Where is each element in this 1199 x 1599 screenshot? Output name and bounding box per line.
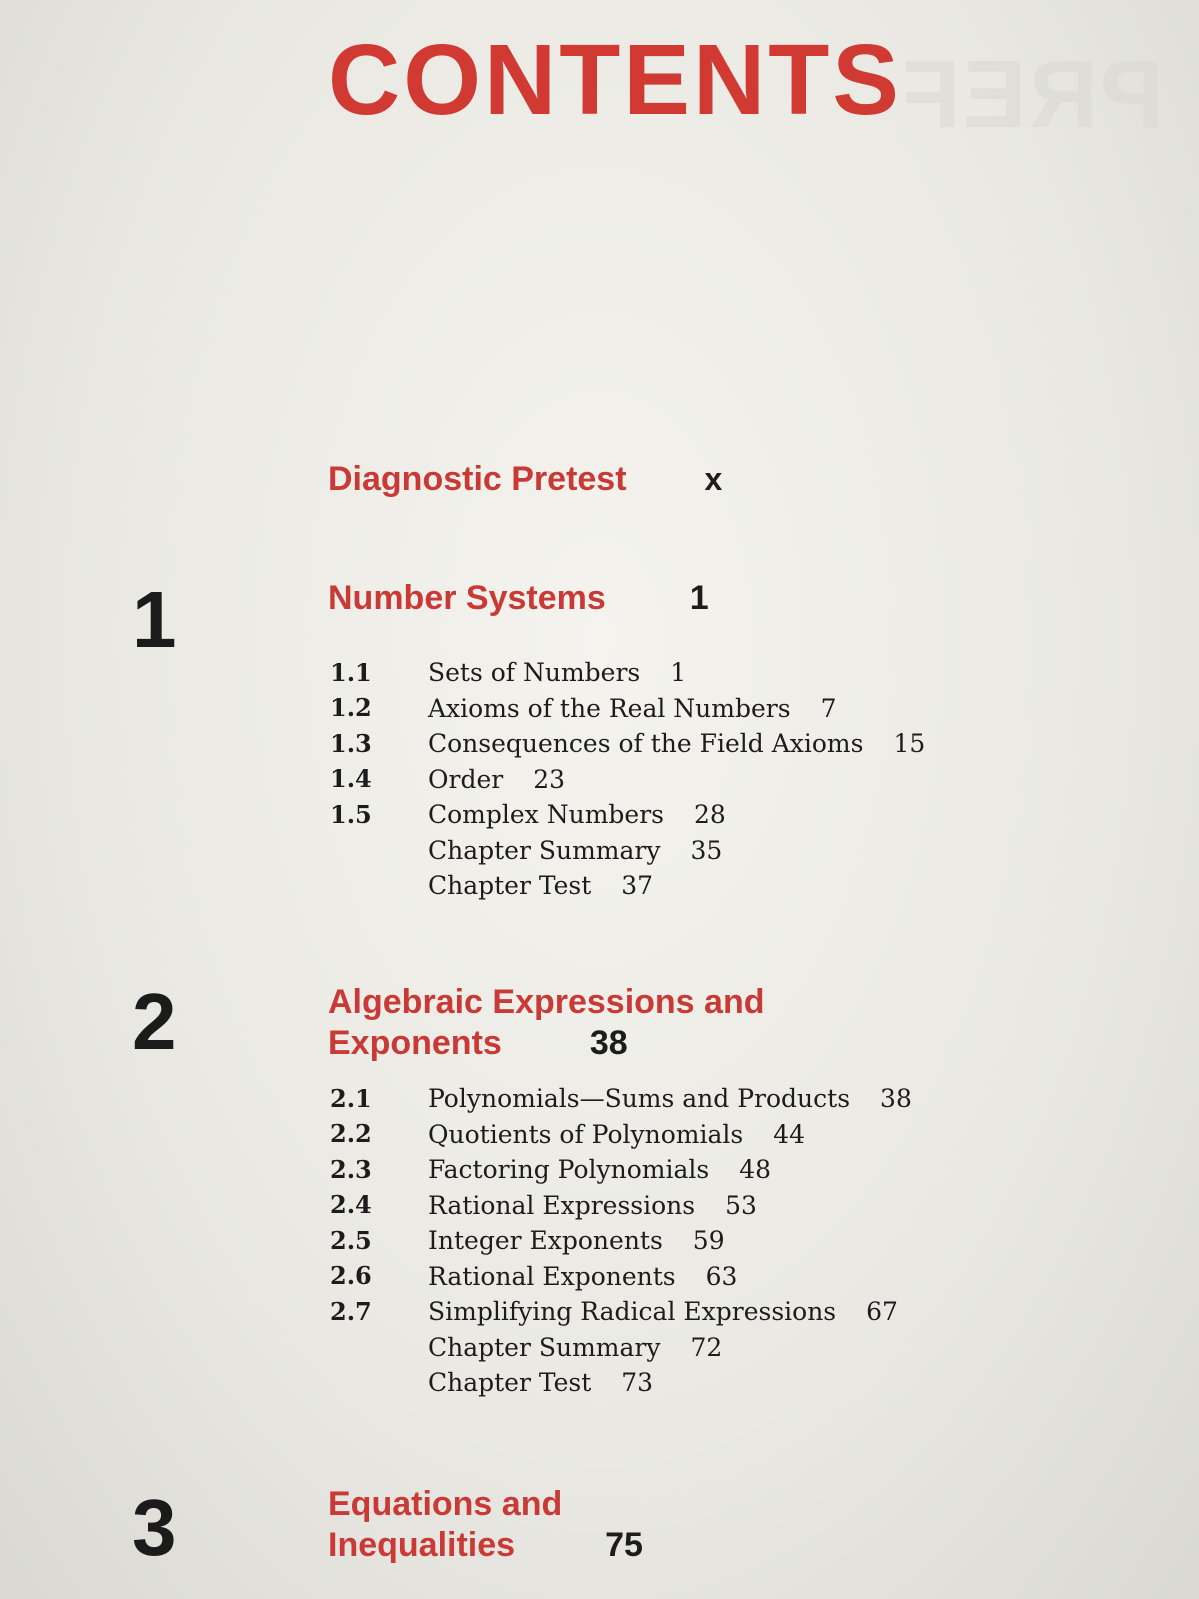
section-page: 38	[880, 1084, 912, 1114]
chapter-page: 75	[605, 1526, 643, 1564]
section-page: 63	[705, 1261, 738, 1291]
chapter-title-line: Algebraic Expressions and	[328, 983, 765, 1021]
bleed-through-text: PREF	[900, 41, 1165, 148]
section-number: 2.7	[330, 1296, 372, 1326]
section-row[interactable]	[330, 1330, 912, 1366]
section-page: 72	[690, 1332, 723, 1362]
section-row[interactable]	[330, 691, 925, 727]
section-row[interactable]	[330, 797, 925, 833]
chapter-number: 1	[132, 575, 177, 664]
section-row[interactable]	[330, 1152, 912, 1188]
section-number: 2.2	[330, 1119, 372, 1149]
section-row[interactable]	[330, 1294, 912, 1330]
section-number: 1.1	[330, 657, 372, 687]
section-title: Polynomials—Sums and Products	[428, 1084, 851, 1114]
chapter-page: 38	[589, 1024, 628, 1062]
section-row[interactable]	[330, 726, 925, 762]
section-row[interactable]	[330, 833, 925, 869]
section-title: Order	[428, 764, 504, 794]
section-row[interactable]	[330, 1223, 912, 1259]
section-number: 2.3	[330, 1154, 372, 1184]
section-page: 48	[739, 1155, 772, 1185]
section-page: 59	[692, 1226, 725, 1256]
section-row[interactable]	[330, 1365, 912, 1401]
section-page: 44	[773, 1119, 806, 1149]
chapter-title-line: Inequalities	[328, 1526, 516, 1564]
section-number: 1.5	[330, 799, 372, 829]
section-page: 37	[621, 871, 654, 901]
section-page: 23	[533, 764, 566, 794]
chapter-title-line: Equations and	[328, 1485, 563, 1523]
page-title: CONTENTS	[328, 24, 902, 136]
section-page: 35	[690, 835, 723, 865]
section-number: 1.3	[330, 728, 372, 758]
section-number: 2.1	[330, 1083, 372, 1113]
chapter-title[interactable]	[328, 1484, 643, 1566]
section-list	[330, 1081, 912, 1401]
section-number: 2.5	[330, 1225, 372, 1255]
chapter-number: 3	[132, 1483, 177, 1572]
chapter-number: 2	[132, 977, 177, 1066]
section-page: 7	[820, 693, 837, 723]
chapter-title-line: Exponents	[328, 1024, 502, 1062]
section-page: 53	[725, 1190, 757, 1220]
section-number: 2.4	[330, 1190, 372, 1220]
section-title: Rational Expressions	[428, 1190, 696, 1220]
section-row[interactable]	[330, 655, 925, 691]
chapter-title-line: Number Systems	[328, 579, 606, 617]
section-title: Factoring Polynomials	[428, 1155, 710, 1185]
section-title: Integer Exponents	[428, 1226, 663, 1256]
section-row[interactable]	[330, 762, 925, 798]
section-title: Chapter Summary	[428, 1332, 661, 1362]
section-title: Quotients of Polynomials	[428, 1119, 744, 1149]
section-title: Simplifying Radical Expressions	[428, 1297, 837, 1327]
section-number: 1.4	[330, 764, 372, 794]
section-page: 28	[694, 800, 726, 830]
section-row[interactable]	[330, 1081, 912, 1117]
section-number: 1.2	[330, 693, 372, 723]
section-row[interactable]	[330, 1259, 912, 1295]
section-page: 15	[893, 729, 926, 759]
chapter-title[interactable]	[328, 982, 765, 1064]
section-row[interactable]	[330, 868, 925, 904]
section-title: Chapter Test	[428, 1368, 592, 1398]
pretest-title: Diagnostic Pretest	[328, 460, 627, 498]
section-number: 2.6	[330, 1261, 372, 1291]
section-row[interactable]	[330, 1117, 912, 1153]
section-title: Complex Numbers	[428, 800, 664, 830]
section-page: 73	[621, 1368, 654, 1398]
section-title: Chapter Summary	[428, 835, 661, 865]
section-row[interactable]	[330, 1188, 912, 1224]
section-page: 67	[866, 1297, 898, 1327]
diagnostic-pretest-entry[interactable]	[328, 462, 722, 496]
pretest-page: x	[704, 461, 723, 497]
section-title: Consequences of the Field Axioms	[428, 729, 864, 759]
section-list	[330, 655, 925, 904]
chapter-page: 1	[689, 579, 709, 617]
section-title: Axioms of the Real Numbers	[428, 693, 791, 723]
chapter-title[interactable]	[328, 578, 709, 619]
section-title: Sets of Numbers	[428, 658, 641, 688]
section-title: Rational Exponents	[428, 1261, 676, 1291]
section-page: 1	[670, 658, 687, 688]
section-title: Chapter Test	[428, 871, 592, 901]
